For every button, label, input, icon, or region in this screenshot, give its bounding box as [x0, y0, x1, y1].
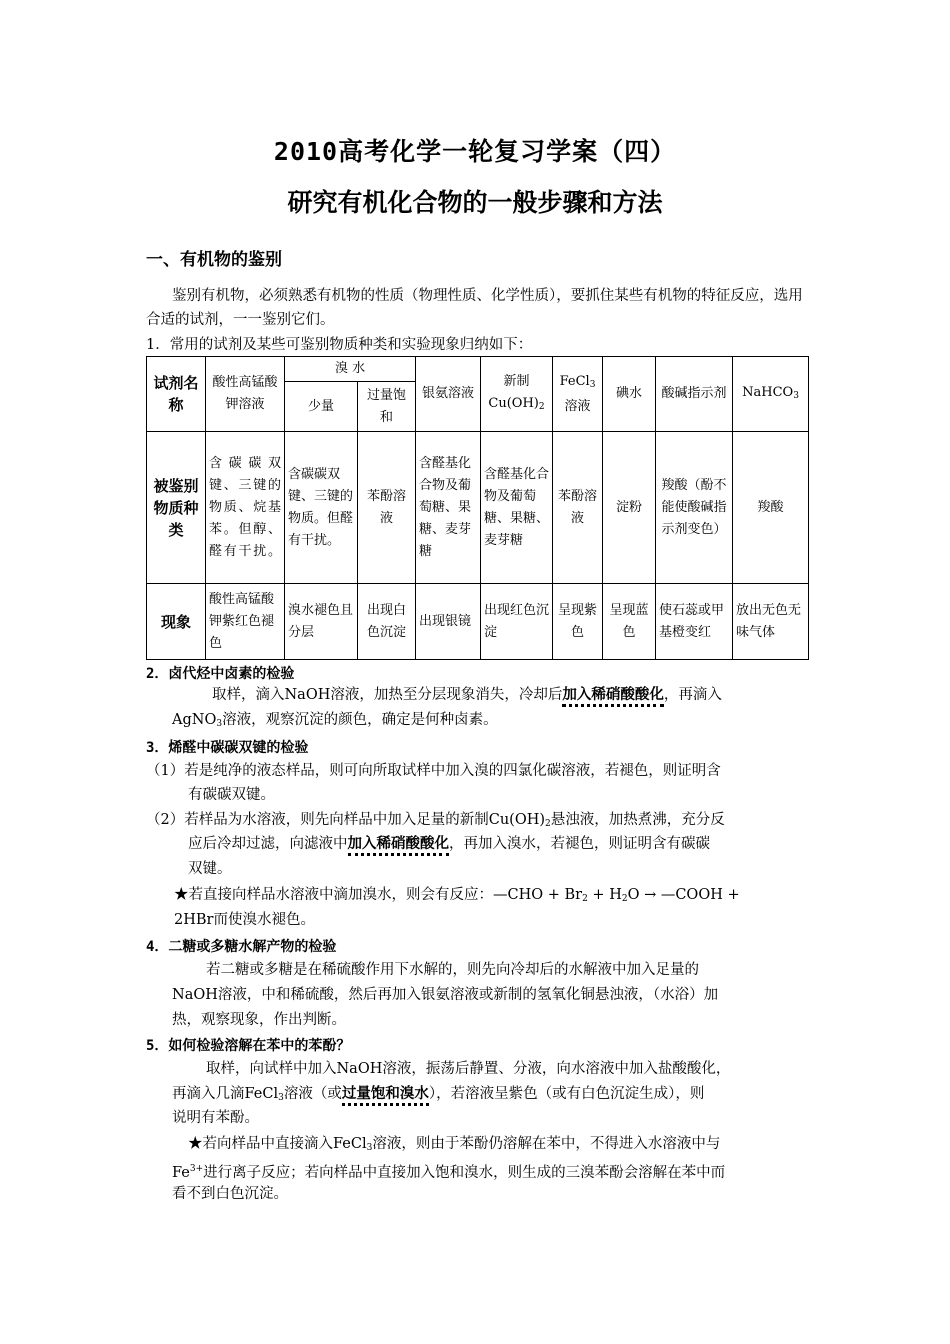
cell-sub-silver: 含醛基化合物及葡萄糖、果糖、麦芽糖 — [416, 432, 481, 584]
document-subtitle: 研究有机化合物的一般步骤和方法 — [287, 188, 663, 217]
row-head-reagent: 试剂名称 — [147, 357, 206, 432]
cell-sub-iodine: 淀粉 — [603, 432, 656, 584]
s2-line-1: 取样，滴入NaOH溶液，加热至分层现象消失，冷却后加入稀硝酸酸化，再滴入 — [212, 683, 812, 707]
cell-ph-cuoh: 出现红色沉淀 — [481, 584, 553, 660]
col-kmno4: 酸性高锰酸钾溶液 — [206, 357, 285, 432]
cell-ph-nahco3: 放出无色无味气体 — [733, 584, 809, 660]
cell-ph-kmno4: 酸性高锰酸钾紫红色褪色 — [206, 584, 285, 660]
row-head-phenomenon: 现象 — [147, 584, 206, 660]
cell-ph-indicator: 使石蕊或甲基橙变红 — [656, 584, 733, 660]
reagent-table — [146, 356, 809, 660]
s5-line-3: 说明有苯酚。 — [172, 1110, 259, 1126]
s4-line-1: 若二糖或多糖是在稀硫酸作用下水解的，则先向冷却后的水解液中加入足量的 — [206, 962, 699, 978]
col-bromine-small: 少量 — [285, 382, 358, 432]
cell-sub-bromine-small: 含碳碳双键、三键的物质。但醛有干扰。 — [285, 432, 358, 584]
document-title: 2010高考化学一轮复习学案（四） — [273, 137, 677, 166]
s3-p2-line-1: （2）若样品为水溶液，则先向样品中加入足量的新制$Cu(OH)_2$悬浊液，加热煮沸，充分反 — [146, 812, 725, 829]
col-silver: 银氨溶液 — [416, 357, 481, 432]
s5-star-line-3: 看不到白色沉淀。 — [172, 1186, 288, 1202]
emphasis-text: 加入稀硝酸酸化 — [562, 686, 664, 707]
section-4-heading: 4．二糖或多糖水解产物的检验 — [146, 939, 337, 955]
item-1-text: 1．常用的试剂及某些可鉴别物质种类和实验现象归纳如下： — [146, 337, 533, 353]
section-heading: 一、有机物的鉴别 — [146, 250, 282, 270]
intro-paragraph: 鉴别有机物，必须熟悉有机物的性质（物理性质、化学性质），要抓住某些有机物的特征反应，选用合适的试剂，一一鉴别它们。 — [146, 288, 803, 328]
s5-star-line-1: ★若向样品中直接滴入FeCl$_3$溶液，则由于苯酚仍溶解在苯中，不得进入水溶液中与 — [188, 1136, 721, 1153]
col-fecl3: FeCl$_3$ 溶液 — [553, 357, 603, 432]
s3-p2-line-3: 双键。 — [188, 861, 232, 877]
s3-star-line-2: 2HBr而使溴水褪色。 — [174, 912, 315, 928]
cell-ph-silver: 出现银镜 — [416, 584, 481, 660]
emphasis-text: 加入稀硝酸酸化 — [348, 835, 450, 856]
cell-sub-bromine-excess: 苯酚溶液 — [358, 432, 416, 584]
s2-line-2: AgNO$_3$溶液，观察沉淀的颜色，确定是何种卤素。 — [172, 712, 498, 729]
cell-sub-nahco3: 羧酸 — [733, 432, 809, 584]
s4-line-2: NaOH溶液，中和稀硫酸，然后再加入银氨溶液或新制的氢氧化铜悬浊液，（水浴）加 — [172, 987, 719, 1003]
emphasis-text: 过量饱和溴水 — [342, 1085, 429, 1106]
s4-line-3: 热，观察现象，作出判断。 — [172, 1012, 346, 1028]
cell-ph-bromine-excess: 出现白色沉淀 — [358, 584, 416, 660]
cell-ph-fecl3: 呈现紫色 — [553, 584, 603, 660]
cell-sub-kmno4: 含碳碳双键、三键的物质、烷基苯。但醇、醛有干扰。 — [206, 432, 285, 584]
s3-p2-line-2: 应后冷却过滤，向滤液中加入稀硝酸酸化，再加入溴水，若褪色，则证明含有碳碳 — [188, 832, 812, 856]
cell-sub-indicator: 羧酸（酚不能使酸碱指示剂变色） — [656, 432, 733, 584]
s3-star-line-1: ★若直接向样品水溶液中滴加溴水，则会有反应：—CHO + $Br_2 + H_2O$ → —COOH + — [174, 887, 740, 904]
col-bromine-excess: 过量饱和 — [358, 382, 416, 432]
section-3-heading: 3．烯醛中碳碳双键的检验 — [146, 740, 309, 756]
s3-p1-line-1: （1）若是纯净的液态样品，则可向所取试样中加入溴的四氯化碳溶液，若褪色，则证明含 — [146, 763, 721, 779]
cell-sub-cuoh: 含醛基化合物及葡萄糖、果糖、麦芽糖 — [481, 432, 553, 584]
cell-ph-bromine-small: 溴水褪色且分层 — [285, 584, 358, 660]
s5-star-line-2: $Fe^{3+}$进行离子反应；若向样品中直接加入饱和溴水，则生成的三溴苯酚会溶解在苯中而 — [172, 1164, 726, 1181]
section-2-heading: 2．卤代烃中卤素的检验 — [146, 666, 295, 682]
col-bromine: 溴 水 — [285, 357, 416, 382]
section-5-heading: 5．如何检验溶解在苯中的苯酚？ — [146, 1038, 351, 1054]
col-nahco3: NaHCO$_3$ — [733, 357, 809, 432]
s5-line-2: 再滴入几滴FeCl$_3$溶液（或过量饱和溴水），若溶液呈紫色（或有白色沉淀生成），则 — [172, 1082, 812, 1110]
cell-sub-fecl3: 苯酚溶液 — [553, 432, 603, 584]
s5-line-1: 取样，向试样中加入NaOH溶液，振荡后静置、分液，向水溶液中加入盐酸酸化， — [206, 1061, 731, 1077]
col-cuoh: 新制 $Cu(OH)_2$ — [481, 357, 553, 432]
row-head-substance: 被鉴别物质种类 — [147, 432, 206, 584]
col-indicator: 酸碱指示剂 — [656, 357, 733, 432]
cell-ph-iodine: 呈现蓝色 — [603, 584, 656, 660]
s3-p1-line-2: 有碳碳双键。 — [188, 787, 275, 803]
col-iodine: 碘水 — [603, 357, 656, 432]
